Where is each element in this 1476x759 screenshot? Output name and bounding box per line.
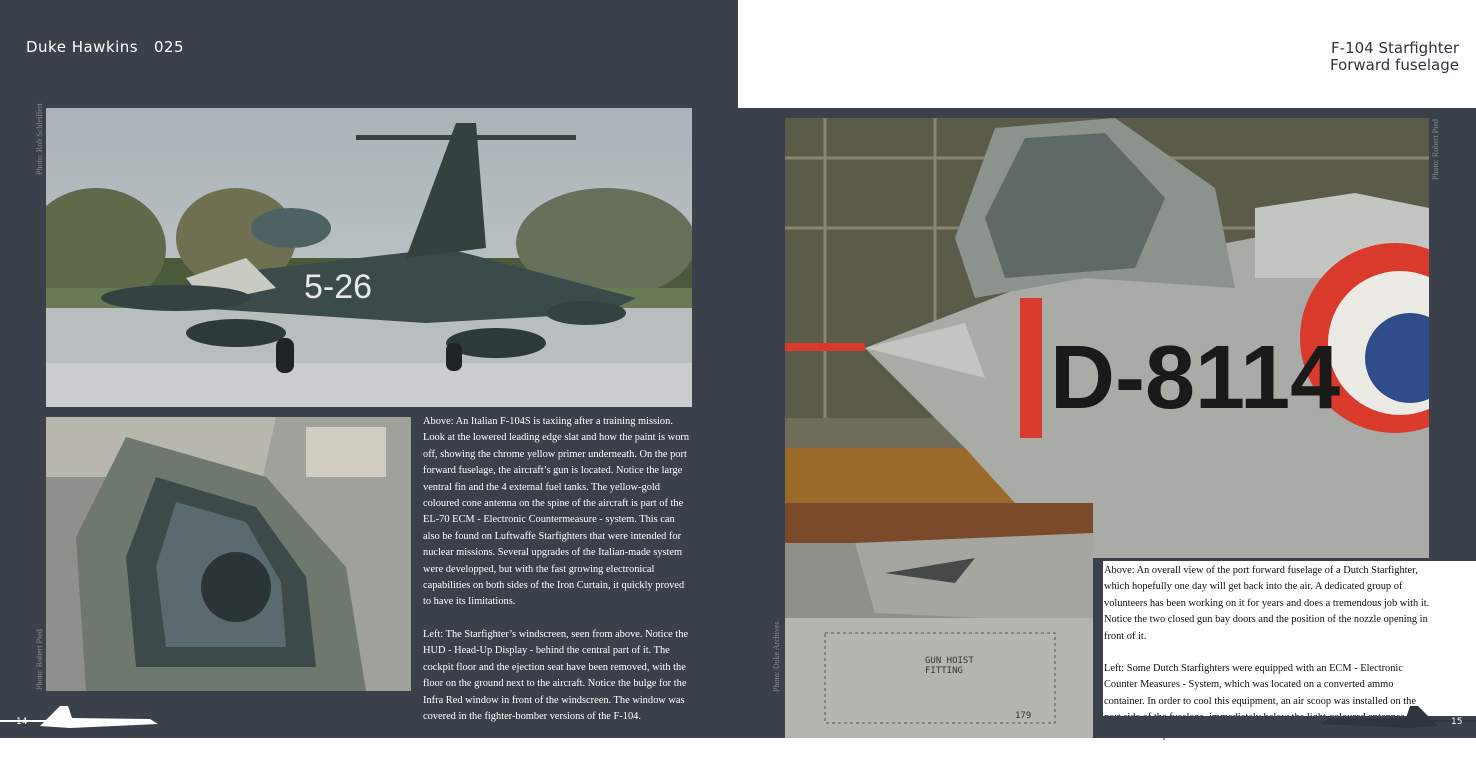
left-page-number: 14: [16, 717, 28, 727]
left-caption: [423, 414, 693, 741]
dutch-registration: D-8114: [1050, 328, 1341, 428]
photo-credit-top-left: Photo: Rob Schleiffert: [35, 103, 44, 175]
page-title: [1330, 40, 1459, 74]
photo-credit-bottom-right: Photo: Duke Archives: [772, 621, 781, 692]
caption-windscreen: Left: The Starfighter’s windscreen, seen from above. Notice the HUD - Head-Up Display - behind the central part of it. The cockpit floor and the ejection seat have been removed, with the floor on the ground next to the aircraft. Notice the bulge for the Infra Red window in front of the windscreen. The window was covered in the fighter-bomber versions of the F-104.: [423, 628, 689, 722]
caption-italian-f104s: Above: An Italian F-104S is taxiing after a training mission. Look at the lowered leading edge slat and how the paint is worn off, showing the chrome yellow primer underneath. On the port forward fuselage, the aircraft’s gun is located. Notice the large ventral fin and the 4 external fuel tanks. The yellow-gold coloured cone antenna on the spine of the aircraft is part of the EL-70 ECM - Electronic Countermeasure - system. This can also be found on Luftwaffe Starfighters that were intended for nuclear missions. Several upgrades of the Italian-made system were developped, but with the fast growing electronical capabilities on both sides of the Iron Curtain, it quickly proved to have its limitations.: [423, 416, 690, 608]
series-header: [26, 38, 184, 56]
title-line-2: Forward fuselage: [1329, 56, 1459, 74]
photo-credit-bottom-left: Photo: Robert Pied: [35, 629, 44, 690]
caption-dutch-starfighter: Above: An overall view of the port forward fuselage of a Dutch Starfighter, which hopefully one day will get back into the air. A dedicated group of volunteers has been working on it for years and does a tremendous job with it. Notice the two closed gun bay doors and the position of the nozzle opening in front of it.: [1104, 565, 1430, 642]
italian-aircraft-code: 5-26: [304, 268, 373, 306]
photo-italian-f104s: [46, 108, 692, 407]
page-label: 025: [153, 38, 185, 56]
title-line-1: F-104 Starfighter: [1331, 39, 1459, 57]
right-page-number: 15: [1451, 717, 1463, 727]
photo-air-scoop: [785, 503, 1093, 738]
photo-windscreen: [46, 417, 411, 691]
stencil-fitting: FITTING: [925, 666, 963, 676]
photo-dutch-starfighter: [785, 118, 1429, 558]
series-title: Duke Hawkins: [26, 38, 139, 56]
stencil-number: 179: [1015, 711, 1032, 721]
stencil-gun-hoist: GUN HOIST: [925, 656, 974, 666]
caption-air-scoop: Left: Some Dutch Starfighters were equipped with an ECM - Electronic Counter Measures - System, which was located on a converted ammo container. In order to cool this equipment, an air scoop was installed on the: [1104, 663, 1416, 707]
photo-credit-top-right: Photo: Robert Pied: [1431, 119, 1440, 180]
